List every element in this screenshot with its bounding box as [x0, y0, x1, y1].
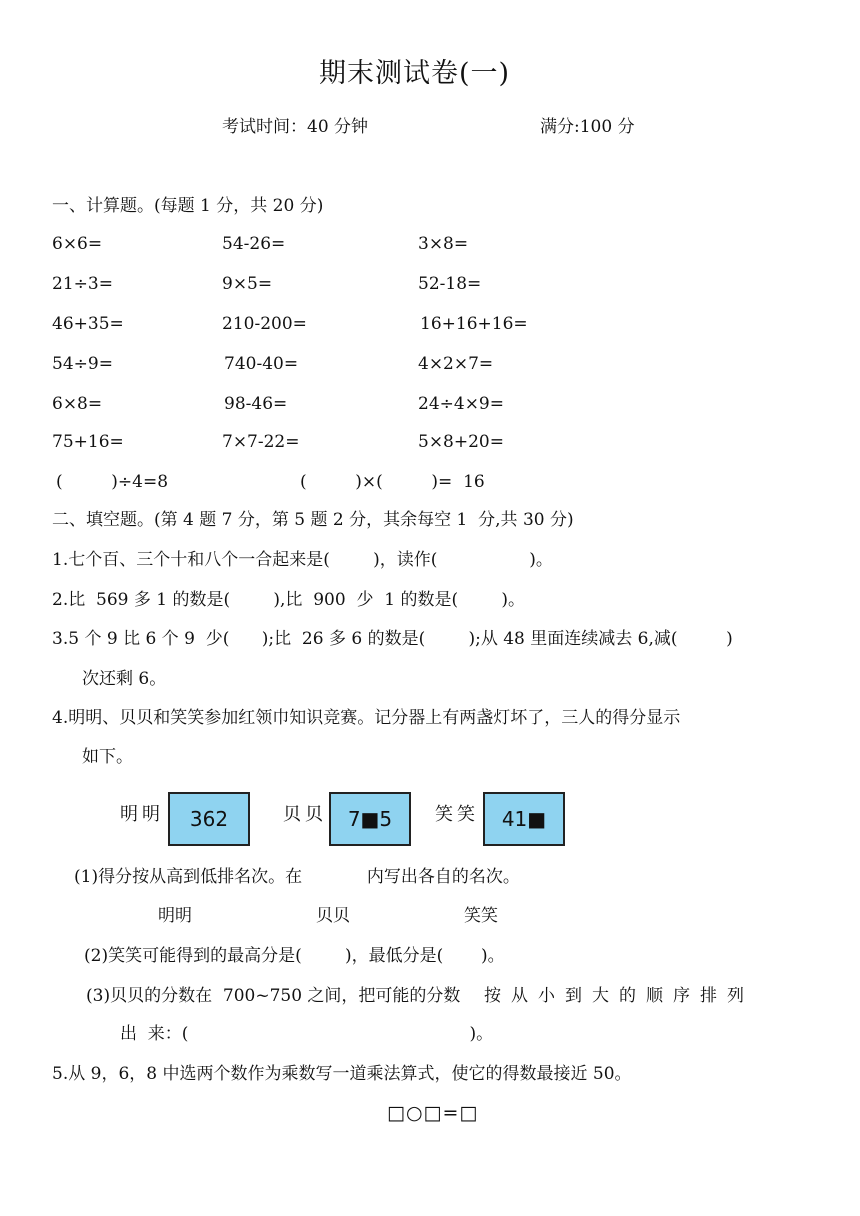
question-4: 4.明明、贝贝和笑笑参加红领巾知识竞赛。记分器上有两盏灯坏了，三人的得分显示 — [52, 708, 681, 728]
question-5: 5.从 9，6，8 中选两个数作为乘数写一道乘法算式，使它的得数最接近 50。 — [52, 1064, 632, 1084]
question-3-cont: 次还剩 6。 — [82, 669, 167, 689]
rank-name: 笑笑 — [464, 906, 498, 926]
question-3: 3.5 个 9 比 6 个 9 少( );比 26 多 6 的数是( );从 48 里面连续减去 6,减( ) — [52, 629, 733, 649]
calc-item: 7×7-22= — [222, 432, 300, 452]
calc-item: 21÷3= — [52, 274, 113, 294]
calc-item: 24÷4×9= — [418, 394, 504, 414]
score-value: 362 — [189, 807, 229, 831]
calc-item: 6×6= — [52, 234, 103, 254]
exam-time: 考试时间：40 分钟 — [222, 117, 369, 137]
scoreboard-beibei — [329, 792, 411, 846]
score-label-xiaoxiao: 笑笑 — [435, 804, 479, 825]
blank-equation: ( )×( )= 16 — [300, 472, 485, 492]
question-4-part3-cont: 出 来：( )。 — [120, 1024, 494, 1044]
calc-item: 54÷9= — [52, 354, 113, 374]
calc-item: 740-40= — [224, 354, 299, 374]
calc-item: 16+16+16= — [420, 314, 528, 334]
score-value: 7■5 — [347, 807, 393, 831]
question-1: 1.七个百、三个十和八个一合起来是( )，读作( )。 — [52, 550, 553, 570]
question-4-part3-tail: 按从小到大的顺序排列 — [484, 986, 754, 1006]
score-label-mingming: 明明 — [120, 804, 164, 825]
calc-item: 3×8= — [418, 234, 469, 254]
calc-item: 75+16= — [52, 432, 124, 452]
full-score: 满分:100 分 — [540, 117, 635, 137]
scoreboard-xiaoxiao — [483, 792, 565, 846]
calc-item: 210-200= — [222, 314, 307, 334]
question-4-part1: (1)得分按从高到低排名次。在 内写出各自的名次。 — [74, 867, 520, 887]
calc-item: 4×2×7= — [418, 354, 494, 374]
question-4-part2: (2)笑笑可能得到的最高分是( )，最低分是( )。 — [84, 946, 505, 966]
rank-name: 贝贝 — [316, 906, 350, 926]
calc-item: 52-18= — [418, 274, 482, 294]
calc-item: 98-46= — [224, 394, 288, 414]
question-2: 2.比 569 多 1 的数是( ),比 900 少 1 的数是( )。 — [52, 590, 525, 610]
section1-heading: 一、计算题。(每题 1 分，共 20 分) — [52, 196, 324, 216]
calc-item: 6×8= — [52, 394, 103, 414]
blank-equation: ( )÷4=8 — [56, 472, 169, 492]
rank-name: 明明 — [158, 906, 192, 926]
page-title: 期末测试卷(一) — [319, 58, 511, 89]
calc-item: 46+35= — [52, 314, 124, 334]
calc-item: 54-26= — [222, 234, 286, 254]
question-4-cont: 如下。 — [82, 747, 133, 767]
score-label-beibei: 贝贝 — [283, 804, 327, 825]
multiplication-template: □○□=□ — [387, 1102, 479, 1124]
score-value: 41■ — [501, 807, 547, 831]
calc-item: 5×8+20= — [418, 432, 504, 452]
calc-item: 9×5= — [222, 274, 273, 294]
section2-heading: 二、填空题。(第 4 题 7 分，第 5 题 2 分，其余每空 1 分,共 30 分) — [52, 510, 574, 530]
scoreboard-mingming — [168, 792, 250, 846]
question-4-part3: (3)贝贝的分数在 700~750 之间，把可能的分数 — [86, 986, 461, 1006]
